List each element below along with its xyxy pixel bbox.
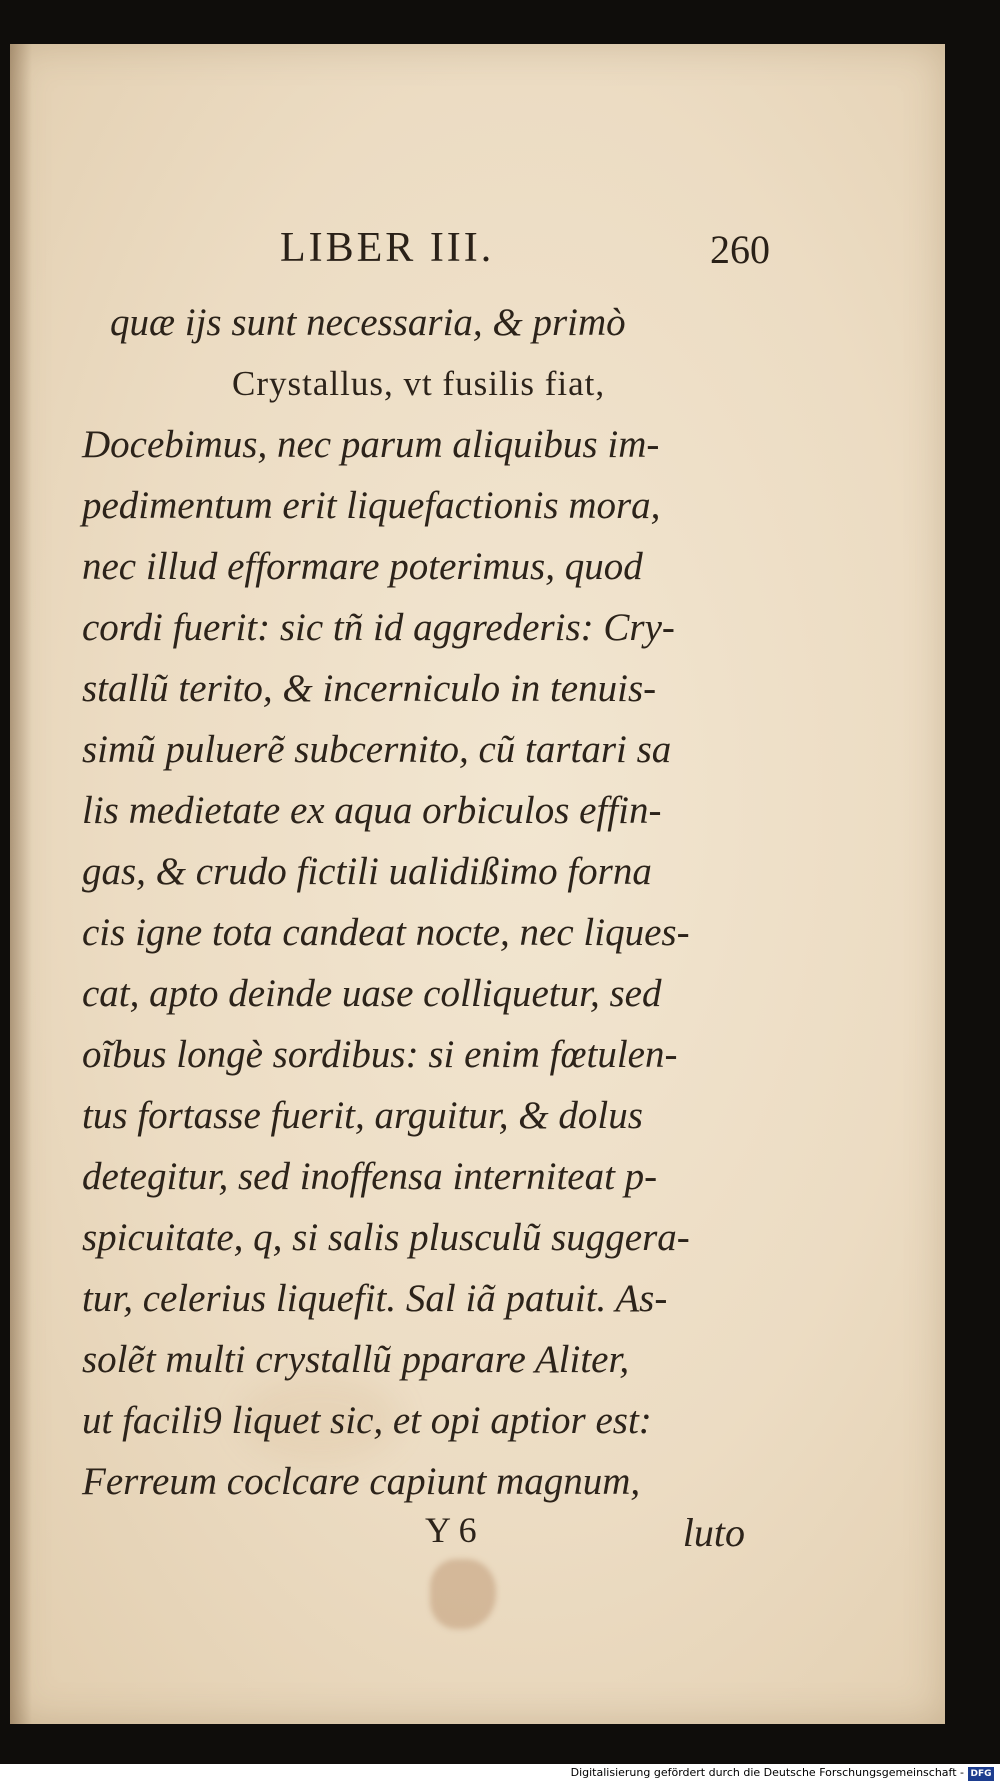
text-line: simũ puluerẽ subcernito, cũ tartari sa: [82, 728, 672, 771]
ink-stain: [430, 1559, 496, 1629]
text-line: Ferreum coclcare capiunt magnum,: [82, 1460, 641, 1503]
text-line: tur, celerius liquefit. Sal iã patuit. As-: [82, 1277, 668, 1320]
text-line: gas, & crudo fictili ualidißimo forna: [82, 850, 652, 893]
catchword: luto: [682, 1510, 745, 1555]
body-text: [82, 292, 782, 1512]
text-line: quæ ijs sunt necessaria, & primò: [110, 301, 626, 344]
running-title: LIBER III.: [280, 225, 495, 271]
signature-mark: Y 6: [425, 1510, 477, 1550]
text-line: Docebimus, nec parum aliquibus im-: [82, 423, 660, 466]
book-page: [10, 44, 945, 1724]
text-line: oĩbus longè sordibus: si enim fœtulen-: [82, 1033, 678, 1076]
credit-bar: [0, 1764, 1000, 1784]
text-line: stallũ terito, & incerniculo in tenuis-: [82, 667, 657, 710]
text-line: cordi fuerit: sic tñ id aggrederis: Cry-: [82, 606, 675, 649]
page-number: 260: [710, 227, 770, 272]
dfg-logo: DFG: [968, 1767, 994, 1781]
funding-credit: Digitalisierung gefördert durch die Deutsche Forschungsgemeinschaft -: [570, 1766, 964, 1779]
text-line: pedimentum erit liquefactionis mora,: [82, 484, 661, 527]
text-line: cis igne tota candeat nocte, nec liques-: [82, 911, 690, 954]
text-line: ut facili9 liquet sic, et opi aptior est:: [82, 1399, 652, 1442]
page-gutter-shadow: [10, 44, 32, 1724]
page-footer: [425, 1509, 755, 1559]
text-line: cat, apto deinde uase colliquetur, sed: [82, 972, 662, 1015]
text-line: lis medietate ex aqua orbiculos effin-: [82, 789, 662, 832]
text-line: Crystallus, vt fusilis fiat,: [232, 364, 606, 403]
text-line: solẽt multi crystallũ pparare Aliter,: [82, 1338, 630, 1381]
text-line: tus fortasse fuerit, arguitur, & dolus: [82, 1094, 643, 1137]
text-line: nec illud efformare poterimus, quod: [82, 545, 643, 588]
text-line: detegitur, sed inoffensa interniteat p-: [82, 1155, 658, 1198]
text-line: spicuitate, q, si salis plusculũ suggera-: [82, 1216, 690, 1259]
page-header: [270, 224, 770, 284]
